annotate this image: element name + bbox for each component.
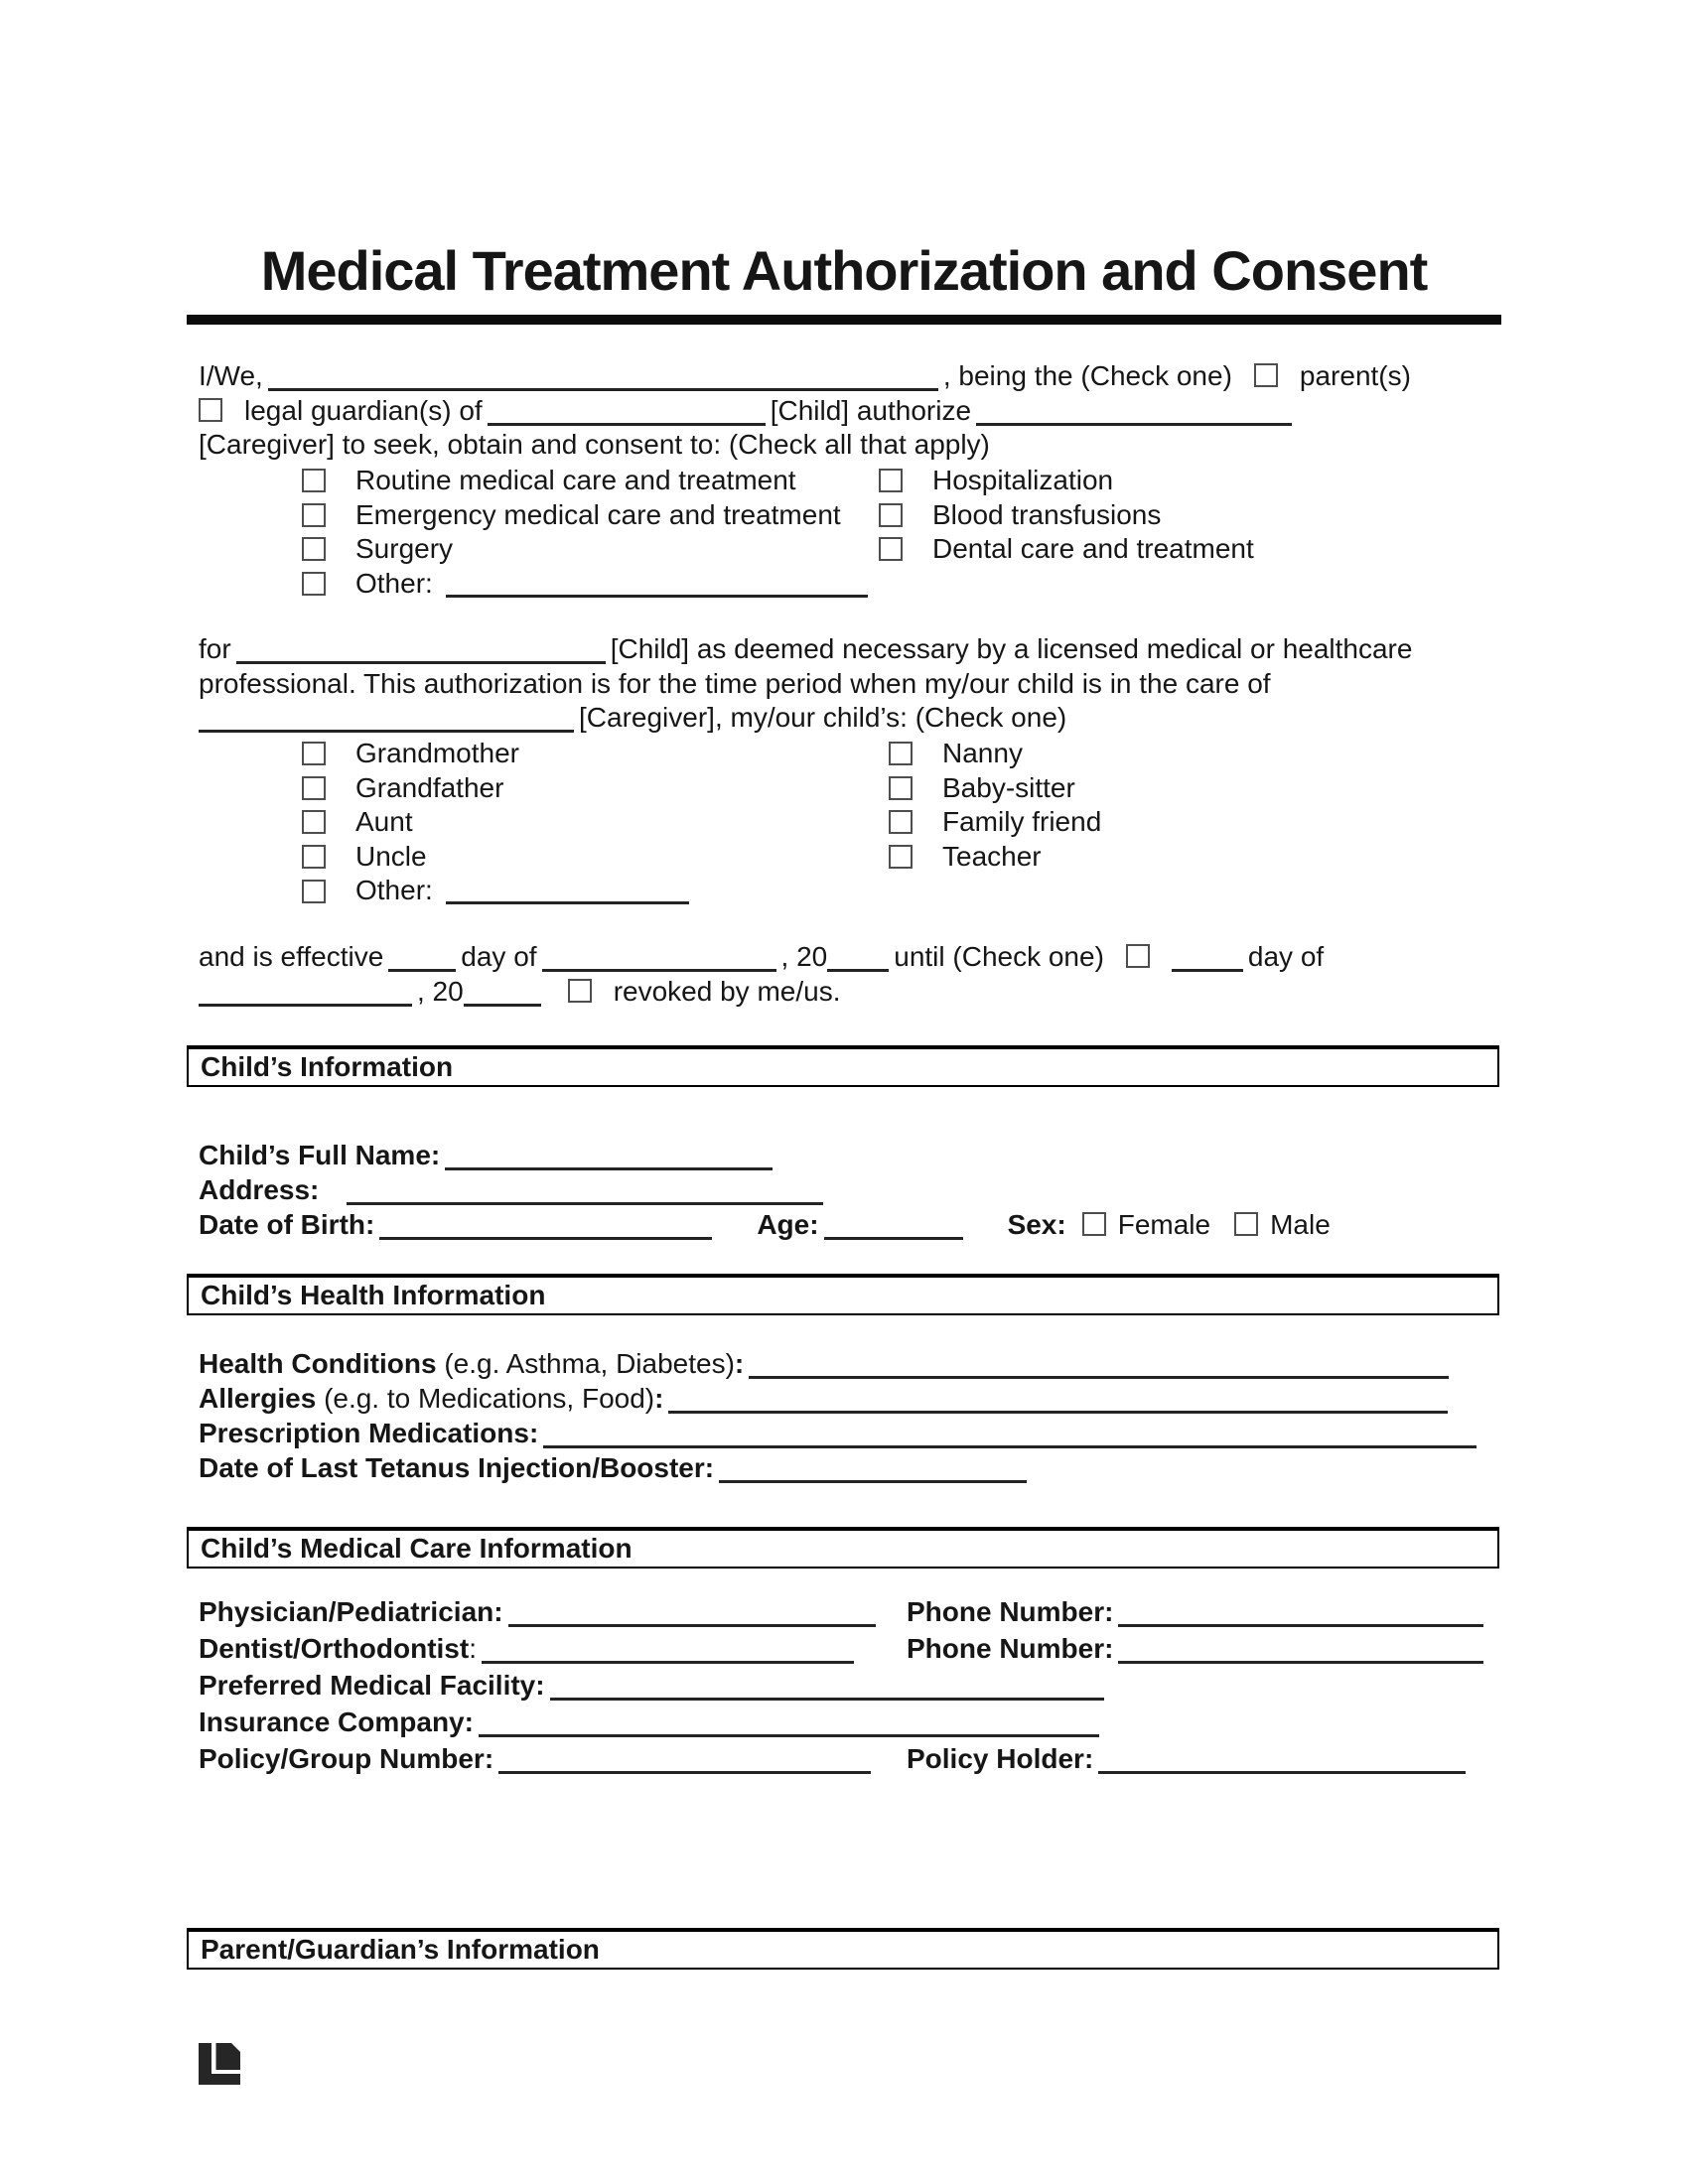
health-conditions-field[interactable]: [749, 1352, 1449, 1379]
option-label: Teacher: [942, 840, 1042, 872]
revoked-checkbox[interactable]: [568, 979, 592, 1003]
effective-month-blank[interactable]: [542, 945, 776, 972]
consent-options-right-column: [879, 464, 1254, 567]
effective-line-2: [199, 975, 1324, 1010]
caregiver-options-right-list: [889, 737, 1101, 874]
revoked-label: revoked by me/us.: [613, 975, 841, 1007]
insurance-row: [199, 1706, 1109, 1742]
policy-number-field[interactable]: [498, 1747, 871, 1774]
legaltemplates-logo: [199, 2043, 240, 2085]
dentist-field[interactable]: [482, 1637, 854, 1664]
tetanus-field[interactable]: [719, 1456, 1027, 1483]
tetanus-row: [199, 1451, 1481, 1486]
option-label: Blood transfusions: [932, 498, 1162, 530]
tetanus-label: Date of Last Tetanus Injection/Booster:: [199, 1452, 715, 1483]
child-name-blank-field[interactable]: [488, 399, 766, 426]
effective-day-of-1: day of: [461, 941, 537, 972]
intro-line-3: [199, 428, 1411, 463]
option-label: Aunt: [355, 806, 413, 838]
sex-male-label: Male: [1270, 1209, 1331, 1240]
child-full-name-field[interactable]: [445, 1144, 773, 1170]
authorization-line3-text: [Caregiver], my/our child’s: (Check one): [579, 702, 1067, 734]
for-child-blank-field[interactable]: [236, 637, 606, 664]
allergies-row: [199, 1382, 1481, 1417]
consent-options-left-list: [302, 464, 873, 567]
option-checkbox[interactable]: [302, 503, 326, 527]
child-info-fields: [199, 1139, 1344, 1243]
dentist-row: [199, 1632, 1114, 1669]
option-checkbox[interactable]: [889, 810, 913, 834]
physician-field[interactable]: [508, 1600, 876, 1627]
for-label: for: [199, 633, 231, 664]
checkbox-option-row: [302, 737, 694, 771]
child-health-fields: [199, 1347, 1481, 1486]
child-dob-row: [199, 1208, 1344, 1243]
section-parent-guardian: [187, 1928, 1499, 1970]
child-dob-label: Date of Birth:: [199, 1209, 375, 1240]
legal-guardian-checkbox[interactable]: [199, 398, 222, 422]
checkbox-option-row: [889, 840, 1101, 875]
caregiver-other-label: Other:: [355, 875, 433, 906]
checkbox-option-row: [879, 498, 1254, 533]
section-child-information-title: Child’s Information: [201, 1050, 454, 1082]
section-parent-guardian-title: Parent/Guardian’s Information: [201, 1933, 600, 1965]
checkbox-option-row: [302, 805, 694, 840]
child-medical-fields: [199, 1595, 1114, 1779]
insurance-label: Insurance Company:: [199, 1706, 474, 1737]
authorization-line-1: [199, 632, 1412, 667]
option-label: Hospitalization: [932, 465, 1114, 495]
consent-options-left-column: [302, 464, 873, 601]
health-conditions-colon: :: [734, 1348, 745, 1379]
checkbox-option-row: [302, 498, 873, 533]
facility-row: [199, 1669, 1109, 1706]
child-age-field[interactable]: [824, 1213, 963, 1240]
intro-paragraph: [199, 359, 1411, 463]
authorization-line-2: [199, 667, 1412, 702]
checkbox-option-row: [889, 805, 1101, 840]
sex-male-checkbox[interactable]: [1234, 1212, 1258, 1236]
child-full-name-row: [199, 1139, 1344, 1173]
policy-holder-field[interactable]: [1098, 1747, 1466, 1774]
caregiver-option-other-row: [302, 874, 694, 908]
intro-i-we: I/We,: [199, 360, 263, 391]
allergies-field[interactable]: [668, 1387, 1448, 1414]
option-checkbox[interactable]: [302, 776, 326, 800]
phone-number-2-label: Phone Number:: [907, 1633, 1114, 1664]
child-sex-label: Sex:: [1007, 1209, 1066, 1240]
option-checkbox[interactable]: [302, 845, 326, 869]
option-checkbox[interactable]: [889, 776, 913, 800]
title-rule: [187, 315, 1501, 325]
caregiver-other-checkbox[interactable]: [302, 880, 326, 903]
parents-label: parent(s): [1299, 360, 1411, 391]
sex-female-checkbox[interactable]: [1082, 1212, 1106, 1236]
option-checkbox[interactable]: [302, 810, 326, 834]
caregiver-options-right-column: [889, 737, 1101, 874]
effective-comma-20-1: , 20: [780, 941, 828, 972]
parents-checkbox[interactable]: [1254, 363, 1278, 387]
phone-number-1-field[interactable]: [1118, 1600, 1483, 1627]
caregiver-consent-label: [Caregiver] to seek, obtain and consent to: (Check all that apply): [199, 429, 990, 461]
checkbox-option-row: [889, 771, 1101, 806]
option-label: Uncle: [355, 840, 427, 872]
authorization-paragraph: [199, 632, 1412, 736]
child-address-label: Address:: [199, 1174, 320, 1205]
effective-paragraph: [199, 940, 1324, 1009]
physician-label: Physician/Pediatrician:: [199, 1596, 503, 1627]
effective-day-blank[interactable]: [388, 945, 456, 972]
child-address-field[interactable]: [347, 1178, 823, 1205]
child-dob-field[interactable]: [379, 1213, 712, 1240]
section-child-medical-care: [187, 1527, 1499, 1569]
option-checkbox[interactable]: [889, 742, 913, 765]
option-checkbox[interactable]: [302, 537, 326, 561]
consent-options-right-list: [879, 464, 1254, 567]
section-child-health-title: Child’s Health Information: [201, 1279, 546, 1310]
legal-guardian-label: legal guardian(s) of: [244, 394, 483, 426]
intro-being: , being the (Check one): [942, 360, 1232, 391]
sex-female-label: Female: [1117, 1209, 1211, 1240]
checkbox-option-row: [302, 771, 694, 806]
until-date-checkbox[interactable]: [1126, 944, 1150, 968]
child-authorize-label: [Child] authorize: [770, 394, 972, 426]
option-label: Routine medical care and treatment: [355, 465, 796, 495]
until-year-blank[interactable]: [464, 980, 541, 1007]
checkbox-option-row: [889, 737, 1101, 771]
effective-until: until (Check one): [894, 941, 1104, 972]
allergies-label: Allergies: [199, 1383, 317, 1414]
effective-lead: and is effective: [199, 941, 384, 972]
caregiver-blank-field[interactable]: [199, 706, 574, 733]
section-child-health: [187, 1274, 1499, 1315]
dentist-label: Dentist/Orthodontist: [199, 1633, 470, 1664]
insurance-field[interactable]: [479, 1710, 1099, 1737]
option-checkbox[interactable]: [879, 503, 903, 527]
health-conditions-hint: (e.g. Asthma, Diabetes): [444, 1348, 735, 1379]
option-checkbox[interactable]: [302, 469, 326, 492]
allergies-hint: (e.g. to Medications, Food): [324, 1383, 655, 1414]
checkbox-option-row: [879, 464, 1254, 498]
policy-holder-label: Policy Holder:: [907, 1743, 1094, 1774]
facility-field[interactable]: [550, 1674, 1104, 1701]
consent-other-checkbox[interactable]: [302, 572, 326, 596]
consent-other-label: Other:: [355, 567, 433, 599]
section-child-medical-care-title: Child’s Medical Care Information: [201, 1532, 633, 1564]
policy-number-label: Policy/Group Number:: [199, 1743, 494, 1774]
option-label: Baby-sitter: [942, 771, 1075, 803]
effective-comma-20-2: , 20: [417, 975, 464, 1007]
until-month-blank[interactable]: [199, 980, 412, 1007]
physician-row: [199, 1595, 1114, 1632]
authorization-line2-text: professional. This authorization is for the time period when my/our child is in the care of: [199, 667, 1271, 699]
medications-row: [199, 1417, 1481, 1451]
caregiver-name-blank-field[interactable]: [976, 399, 1292, 426]
checkbox-option-row: [879, 532, 1254, 567]
health-conditions-row: [199, 1347, 1481, 1382]
effective-day-of-2: day of: [1247, 941, 1325, 972]
child-age-label: Age:: [757, 1209, 819, 1240]
phone-number-2-field[interactable]: [1118, 1637, 1483, 1664]
option-checkbox[interactable]: [302, 742, 326, 765]
facility-label: Preferred Medical Facility:: [199, 1670, 545, 1701]
option-label: Family friend: [942, 806, 1102, 838]
legaltemplates-logo-icon: [199, 2043, 240, 2085]
caregiver-options-left-column: [302, 737, 694, 908]
checkbox-option-row: [302, 532, 873, 567]
effective-year-blank[interactable]: [827, 945, 889, 972]
authorization-line1-text: [Child] as deemed necessary by a licensed medical or healthcare: [610, 633, 1413, 664]
medications-label: Prescription Medications:: [199, 1418, 539, 1448]
checkbox-option-row: [302, 464, 873, 498]
intro-line-1: [199, 359, 1411, 394]
consent-option-other-row: [302, 567, 873, 602]
option-label: Nanny: [942, 738, 1023, 768]
option-label: Emergency medical care and treatment: [355, 498, 841, 530]
option-checkbox[interactable]: [879, 469, 903, 492]
consent-other-blank-field[interactable]: [446, 571, 868, 598]
option-checkbox[interactable]: [879, 537, 903, 561]
form-title: Medical Treatment Authorization and Consent: [260, 239, 1428, 302]
phone-number-1-label: Phone Number:: [907, 1596, 1114, 1627]
option-label: Grandmother: [355, 738, 519, 768]
option-checkbox[interactable]: [889, 845, 913, 869]
option-label: Surgery: [355, 533, 454, 565]
dentist-colon: :: [469, 1633, 477, 1664]
caregiver-other-blank-field[interactable]: [446, 878, 689, 904]
section-child-information: [187, 1045, 1499, 1087]
allergies-colon: :: [654, 1383, 664, 1414]
until-day-blank[interactable]: [1172, 945, 1243, 972]
intro-line-2: [199, 394, 1411, 429]
names-blank-field[interactable]: [268, 364, 938, 391]
effective-line-1: [199, 940, 1324, 975]
caregiver-options-left-list: [302, 737, 694, 874]
policy-row: [199, 1742, 1109, 1779]
child-full-name-label: Child’s Full Name:: [199, 1140, 441, 1170]
option-label: Grandfather: [355, 771, 504, 803]
authorization-line-3: [199, 701, 1412, 736]
checkbox-option-row: [302, 840, 694, 875]
medications-field[interactable]: [543, 1422, 1477, 1448]
option-label: Dental care and treatment: [932, 533, 1254, 565]
health-conditions-label: Health Conditions: [199, 1348, 437, 1379]
child-address-row: [199, 1173, 1344, 1208]
